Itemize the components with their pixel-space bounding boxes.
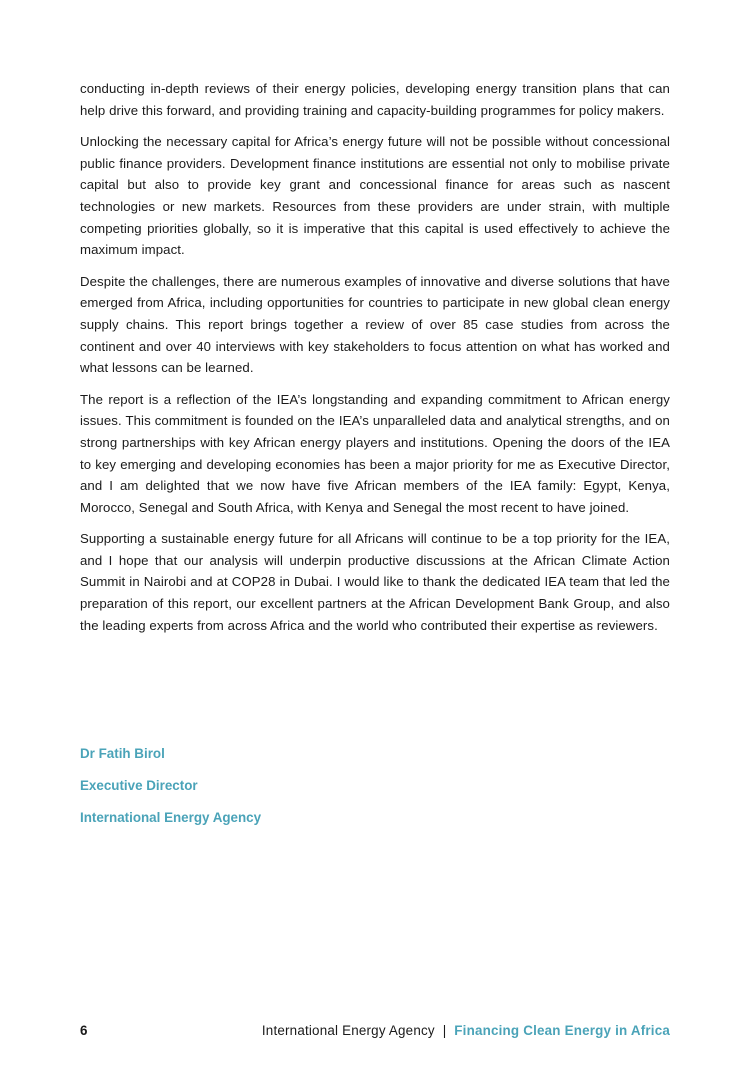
signature-organization: International Energy Agency [80,810,262,825]
paragraph: Despite the challenges, there are numerous examples of innovative and diverse solutions that have emerged from Africa, including opportunities for countries to participate in new global clean energy supply chains. This report brings together a review of over 85 case studies from across the continent and over 40 interviews with key stakeholders to focus attention on what has worked and what lessons can be learned. [80,273,670,376]
page-number: 6 [80,1023,88,1038]
signature-name: Dr Fatih Birol [80,746,165,761]
footer-organization: International Energy Agency [261,1023,435,1038]
body-text [80,78,670,646]
page-footer [80,1020,670,1042]
paragraph: The report is a reflection of the IEA’s longstanding and expanding commitment to African energy issues. This commitment is founded on the IEA’s unparalleled data and analytical strengths, and on strong partnerships with key African energy players and institutions. Opening the doors of the IEA to key emerging and developing economies has been a major priority for me as Executive Director, and I am delighted that we now have five African members of the IEA family: Egypt, Kenya, Morocco, Senegal and South Africa, with Kenya and Senegal the most recent to have joined. [80,391,670,515]
signature-block [80,743,480,839]
paragraph: Supporting a sustainable energy future for all Africans will continue to be a top priority for the IEA, and I hope that our analysis will underpin productive discussions at the African Climate Action Summit in Nairobi and at COP28 in Dubai. I would like to thank the dedicated IEA team that led the preparation of this report, our excellent partners at the African Development Bank Group, and also the leading experts from across Africa and the world who contributed their expertise as reviewers. [80,531,670,633]
paragraph: conducting in-depth reviews of their energy policies, developing energy transition plans that can help drive this forward, and providing training and capacity-building programmes for policy makers. [80,81,670,118]
signature-title: Executive Director [80,778,198,793]
footer-report-title: Financing Clean Energy in Africa [454,1023,670,1038]
footer-running-title [262,1020,670,1042]
footer-separator: | [442,1023,447,1038]
paragraph: Unlocking the necessary capital for Africa’s energy future will not be possible without concessional public finance providers. Development finance institutions are essential not only to mobilise private capital but also to provide key grant and concessional finance for areas such as nascent technologies or new markets. Resources from these providers are under strain, with multiple competing priorities globally, so it is imperative that this capital is used effectively to achieve the maximum impact. [80,134,670,258]
